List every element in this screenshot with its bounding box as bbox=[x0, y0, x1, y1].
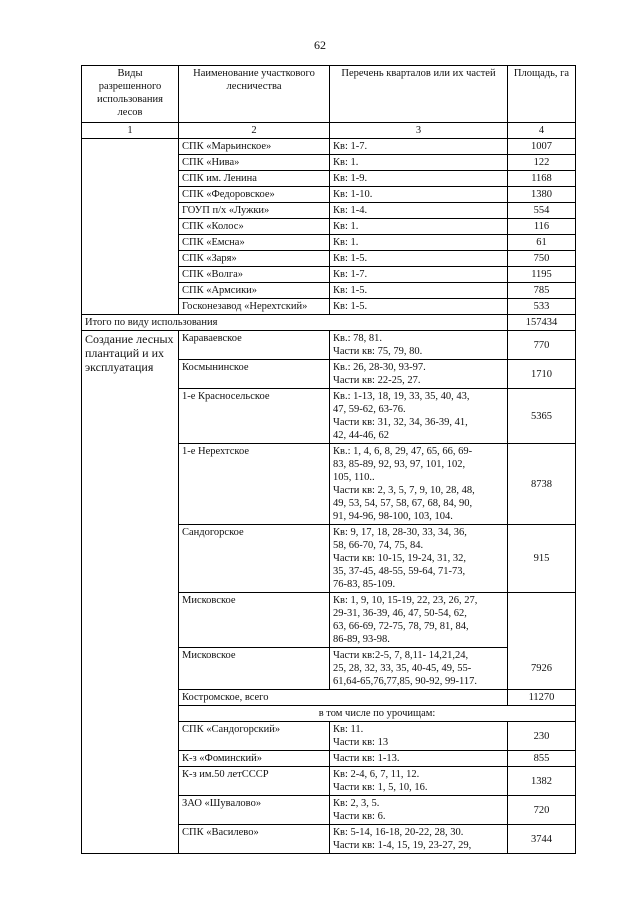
quarters-line: Части кв: 6. bbox=[333, 811, 386, 822]
quarters-line: 83, 85-89, 92, 93, 97, 101, 102, bbox=[333, 459, 466, 470]
quarters-line: Части кв: 75, 79, 80. bbox=[333, 346, 423, 357]
area-value: 770 bbox=[508, 331, 576, 360]
tract-name: К-з «Фоминский» bbox=[179, 751, 330, 767]
header-num-3: 3 bbox=[330, 123, 508, 139]
use-type-plantations: Создание лесных плантаций и их эксплуатация bbox=[82, 331, 179, 854]
quarters-line: 61,64-65,76,77,85, 90-92, 99-117. bbox=[333, 676, 477, 687]
forestry-name: 1-е Красносельское bbox=[179, 389, 330, 444]
forestry-name: СПК им. Ленина bbox=[179, 171, 330, 187]
area-value: 533 bbox=[508, 299, 576, 315]
quarters-line: Части кв: 10-15, 19-24, 31, 32, bbox=[333, 553, 466, 564]
header-num-2: 2 bbox=[179, 123, 330, 139]
header-num-1: 1 bbox=[82, 123, 179, 139]
forestry-name: ГОУП п/х «Лужки» bbox=[179, 203, 330, 219]
quarters: Кв: 1-9. bbox=[330, 171, 508, 187]
area-value bbox=[508, 593, 576, 648]
forestry-name: СПК «Армсики» bbox=[179, 283, 330, 299]
area-value: 230 bbox=[508, 722, 576, 751]
quarters-line: Кв.: 26, 28-30, 93-97. bbox=[333, 362, 426, 373]
area-value: 1007 bbox=[508, 139, 576, 155]
quarters: Кв: 1-5. bbox=[330, 299, 508, 315]
area-value: 750 bbox=[508, 251, 576, 267]
quarters: Кв: 1-7. bbox=[330, 139, 508, 155]
forestry-name: СПК «Емсна» bbox=[179, 235, 330, 251]
header-area: Площадь, га bbox=[508, 66, 576, 123]
area-value: 785 bbox=[508, 283, 576, 299]
quarters bbox=[330, 331, 508, 360]
forestry-name: СПК «Заря» bbox=[179, 251, 330, 267]
quarters: Кв: 1-5. bbox=[330, 283, 508, 299]
forestry-name: Космынинское bbox=[179, 360, 330, 389]
kostroma-area: 11270 bbox=[508, 690, 576, 706]
quarters bbox=[330, 389, 508, 444]
quarters: Кв: 1-10. bbox=[330, 187, 508, 203]
quarters bbox=[330, 444, 508, 525]
total-label: Итого по виду использования bbox=[82, 315, 508, 331]
forestry-name: СПК «Волга» bbox=[179, 267, 330, 283]
quarters-line: 76-83, 85-109. bbox=[333, 579, 396, 590]
forestry-name: 1-е Нерехтское bbox=[179, 444, 330, 525]
quarters bbox=[330, 722, 508, 751]
quarters: Кв: 1. bbox=[330, 235, 508, 251]
quarters bbox=[330, 751, 508, 767]
quarters-line: Кв.: 78, 81. bbox=[333, 333, 383, 344]
quarters-line: Кв: 2-4, 6, 7, 11, 12. bbox=[333, 769, 420, 780]
quarters-line: Кв.: 1-13, 18, 19, 33, 35, 40, 43, bbox=[333, 391, 470, 402]
use-type-cell-continued bbox=[82, 139, 179, 315]
quarters-line: Части кв: 1-13. bbox=[333, 753, 400, 764]
forestry-name: Сандогорское bbox=[179, 525, 330, 593]
quarters: Кв: 1. bbox=[330, 155, 508, 171]
quarters bbox=[330, 796, 508, 825]
area-value: 5365 bbox=[508, 389, 576, 444]
area-value: 116 bbox=[508, 219, 576, 235]
forestry-name: СПК «Федоровское» bbox=[179, 187, 330, 203]
quarters-line: 63, 66-69, 72-75, 78, 79, 81, 84, bbox=[333, 621, 469, 632]
area-value: 1382 bbox=[508, 767, 576, 796]
quarters bbox=[330, 648, 508, 690]
quarters-line: 105, 110.. bbox=[333, 472, 375, 483]
header-num-4: 4 bbox=[508, 123, 576, 139]
quarters-line: Кв: 9, 17, 18, 28-30, 33, 34, 36, bbox=[333, 527, 467, 538]
area-value: 720 bbox=[508, 796, 576, 825]
area-value: 915 bbox=[508, 525, 576, 593]
area-value: 61 bbox=[508, 235, 576, 251]
quarters-line: 91, 94-96, 98-100, 103, 104. bbox=[333, 511, 453, 522]
kostroma-label: Костромское, всего bbox=[179, 690, 508, 706]
area-value: 1710 bbox=[508, 360, 576, 389]
quarters-line: 42, 44-46, 62 bbox=[333, 430, 389, 441]
quarters-line: 35, 37-45, 48-55, 59-64, 71-73, bbox=[333, 566, 466, 577]
quarters-line: Части кв: 2, 3, 5, 7, 9, 10, 28, 48, bbox=[333, 485, 475, 496]
quarters-line: Кв.: 1, 4, 6, 8, 29, 47, 65, 66, 69- bbox=[333, 446, 473, 457]
tract-name: СПК «Василево» bbox=[179, 825, 330, 854]
quarters-line: Части кв: 1-4, 15, 19, 23-27, 29, bbox=[333, 840, 472, 851]
area-value: 122 bbox=[508, 155, 576, 171]
quarters: Кв: 1. bbox=[330, 219, 508, 235]
table-row bbox=[82, 331, 576, 360]
quarters-line: 29-31, 36-39, 46, 47, 50-54, 62, bbox=[333, 608, 467, 619]
forestry-name: Мисковское bbox=[179, 593, 330, 648]
quarters-line: 49, 53, 54, 57, 58, 67, 68, 84, 90, bbox=[333, 498, 473, 509]
quarters bbox=[330, 360, 508, 389]
tract-name: К-з им.50 летСССР bbox=[179, 767, 330, 796]
quarters-line: Части кв: 1, 5, 10, 16. bbox=[333, 782, 428, 793]
quarters bbox=[330, 593, 508, 648]
page-number: 62 bbox=[314, 38, 326, 52]
quarters-line: Части кв:2-5, 7, 8,11- 14,21,24, bbox=[333, 650, 469, 661]
area-value: 554 bbox=[508, 203, 576, 219]
forestry-name: Госконезавод «Нерехтский» bbox=[179, 299, 330, 315]
header-row bbox=[82, 66, 576, 123]
forestry-name: СПК «Марьинское» bbox=[179, 139, 330, 155]
header-quarters: Перечень кварталов или их частей bbox=[330, 66, 508, 123]
quarters-line: Части кв: 13 bbox=[333, 737, 389, 748]
forestry-name: Мисковское bbox=[179, 648, 330, 690]
quarters-line: 86-89, 93-98. bbox=[333, 634, 390, 645]
quarters: Кв: 1-7. bbox=[330, 267, 508, 283]
forestry-name: СПК «Нива» bbox=[179, 155, 330, 171]
quarters-line: 25, 28, 32, 33, 35, 40-45, 49, 55- bbox=[333, 663, 472, 674]
quarters bbox=[330, 525, 508, 593]
quarters-line: Кв: 5-14, 16-18, 20-22, 28, 30. bbox=[333, 827, 464, 838]
area-value: 855 bbox=[508, 751, 576, 767]
table-row bbox=[82, 139, 576, 155]
quarters-line: Части кв: 31, 32, 34, 36-39, 41, bbox=[333, 417, 468, 428]
area-value: 8738 bbox=[508, 444, 576, 525]
header-forestry-name: Наименование участкового лесничества bbox=[179, 66, 330, 123]
quarters-line: 47, 59-62, 63-76. bbox=[333, 404, 406, 415]
forestry-name: СПК «Колос» bbox=[179, 219, 330, 235]
forest-use-table bbox=[81, 65, 576, 854]
header-number-row bbox=[82, 123, 576, 139]
quarters: Кв: 1-4. bbox=[330, 203, 508, 219]
subheader-label: в том числе по урочищам: bbox=[179, 706, 576, 722]
quarters bbox=[330, 767, 508, 796]
quarters-line: Кв: 1, 9, 10, 15-19, 22, 23, 26, 27, bbox=[333, 595, 478, 606]
forestry-name: Караваевское bbox=[179, 331, 330, 360]
tract-name: ЗАО «Шувалово» bbox=[179, 796, 330, 825]
total-row bbox=[82, 315, 576, 331]
tract-name: СПК «Сандогорский» bbox=[179, 722, 330, 751]
area-value: 1168 bbox=[508, 171, 576, 187]
quarters: Кв: 1-5. bbox=[330, 251, 508, 267]
quarters-line: Кв: 11. bbox=[333, 724, 364, 735]
area-value: 3744 bbox=[508, 825, 576, 854]
quarters-line: Части кв: 22-25, 27. bbox=[333, 375, 421, 386]
area-value: 1380 bbox=[508, 187, 576, 203]
area-value: 1195 bbox=[508, 267, 576, 283]
area-value: 7926 bbox=[508, 648, 576, 690]
header-use-type: Виды разрешенного использования лесов bbox=[82, 66, 179, 123]
total-area: 157434 bbox=[508, 315, 576, 331]
quarters bbox=[330, 825, 508, 854]
quarters-line: Кв: 2, 3, 5. bbox=[333, 798, 380, 809]
quarters-line: 58, 66-70, 74, 75, 84. bbox=[333, 540, 424, 551]
